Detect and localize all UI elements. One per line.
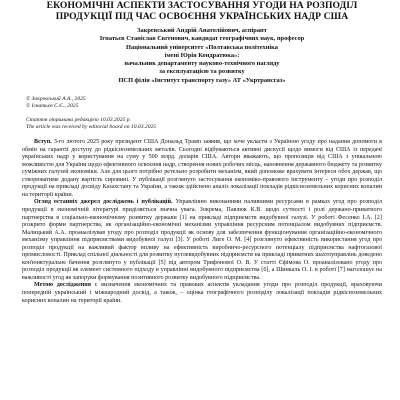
received-dates [22, 117, 382, 131]
affiliation-line: начальник департаменту науково-технічного нагляду [124, 60, 280, 68]
affiliation-line: ПСП філія «Інститут транспорту газу» АТ «Укртрансгаз» [118, 76, 286, 84]
section-lead: Метою дослідження [34, 282, 92, 289]
paragraph-text: є визначення економічних та правових аспектів укладання угоди про розподіл продукції, враховуючи попередній український і міжнародний досвід, а також, – оцінка географічного розподілу локалізації покладів рідкісноземельних корисних копалин на території країни. [22, 282, 382, 304]
copyright-block [22, 96, 382, 110]
copyright-line: © Закревський А.А., 2025 [26, 96, 86, 103]
section-lead: Огляд останніх джерел досліджень і публікацій. [34, 199, 173, 206]
paper-body [22, 139, 382, 305]
affiliation-line: за експлуатацією та розвитку [159, 68, 245, 76]
author-line: Ігнатьєв Станіслав Євгенович, кандидат географічних наук, професор [99, 35, 305, 43]
purpose-paragraph [22, 282, 382, 305]
paragraph-text: З-го лютого 2025 року президент США Дональд Трамп заявив, що хоче укласти з Україною угоду про надання допомоги в обмін на гарантії доступу до рідкісноземельних металів. Сьогодні відбуваються активні дискусії щодо вимоги від США із передачі українських надр у користування на суму у 500 млрд. доларів США. Автори вважають, що пропозиція від США з унікальною можливістю для України щодо ефективного освоєння надр, створення нових робочих місць, наповнення державного бюджету та розвитку суміжних галузей економіки. Але для цього потрібно ретельно розробити механізм, який допоможе врахувати інтереси обох держав, що створюватиме додану вартість сировині. У публікації розглянуто застосування економіко-правового інструменту – угоди про розподіл продукції на прикладі досвіду Казахстану та України, а також здійснено аналіз локалізації покладів рідкісноземельних корисних копалин на території країни. [22, 139, 382, 198]
received-date-ua: Стаття отримана редакцією 10.03.2025 р. [26, 117, 131, 124]
title-line: ЕКОНОМІЧНІ АСПЕКТИ ЗАСТОСУВАННЯ УГОДИ НА РОЗПОДІЛ [46, 0, 358, 11]
author-block [22, 27, 382, 85]
affiliation-line: Національний університет «Полтавська політехніка [126, 43, 278, 51]
title-line: ПРОДУКЦІЇ ПІД ЧАС ОСВОЄННЯ УКРАЇНСЬКИХ НАДР США [55, 11, 349, 22]
affiliation-line: імені Юрія Кондратюка»: [164, 51, 240, 59]
paper-page [22, 0, 382, 305]
section-lead: Вступ. [34, 139, 52, 146]
received-date-en: The article was received by editorial board on 10.03.2025 [26, 124, 157, 131]
author-line: Закревський Андрій Анатолійович, аспірант [137, 27, 267, 34]
literature-review-paragraph [22, 199, 382, 282]
paper-title [22, 0, 382, 22]
intro-paragraph [22, 139, 382, 199]
copyright-line: © Ігнатьєв С.Є., 2025 [26, 103, 79, 110]
paragraph-text: Управлінню виконаними паливними ресурсами в рамках угод про розподіл продукції в економічній літературі приділяється значна увага. Зокрема, Павлюк К.В. щодо сутності і ролі держано-приватного партнерства в соціально-економічному розвитку держави [1] на прикладі підприємств видобувної галузі. У роботі Фесенко І.А. [2] розкрито форми партнерства, як організаційно-економічні механізми управління ресурсним потенціалом видобувних підприємств. Малицький А.А. проаналізував угоду про розподіл продукції як основу для забезпечення функціонування організаційно-економічного механізму управління підприємствами видобувної галузі [3]. У роботі Лиге О. М. [4] розглянуто ефективність використання угод про розподіл продукції на важливий фактор впливу на ефективність виробничо-ресурсного потенціалу підприємства нафтогазової промисловості. Приклад спільної діяльності для розвитку нуглевидобувних підприємств на прикладі приватних шахтоуправлінь доведено кон'юнктуральне бачення розглянуто у публікації [5] під автором Трифонової О. В. У статті Єфімова О. проаналізовано угоду про розподіл продукції як елемент системного підходу в управлінні видобувного підприємства [6], а Шинкаль О. І. в роботі [7] наголошує на важливості угод як запоруки формування позитивного розвитку видобувного підприємства. [22, 199, 382, 281]
